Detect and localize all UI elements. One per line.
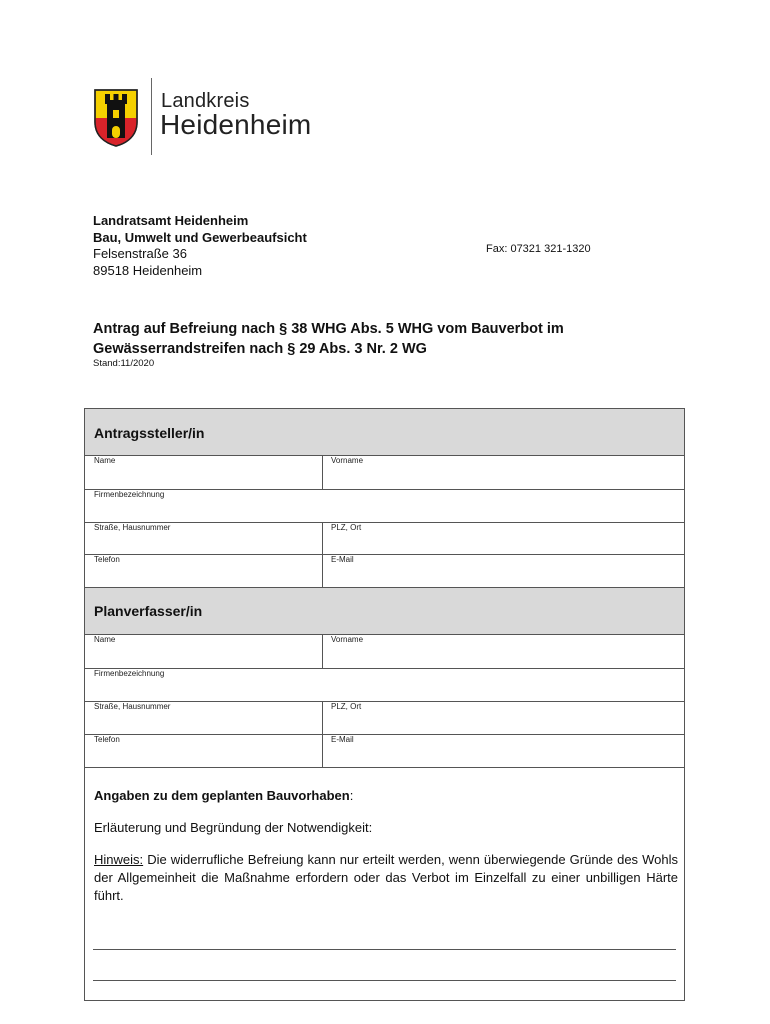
address-city: 89518 Heidenheim bbox=[93, 262, 203, 278]
logo bbox=[93, 78, 333, 158]
field-name-label: Name bbox=[94, 456, 116, 465]
field-strasse-label: Straße, Hausnummer bbox=[94, 702, 171, 711]
field-firma-label: Firmenbezeichnung bbox=[94, 669, 165, 678]
field-telefon-label: Telefon bbox=[94, 555, 120, 564]
document-title bbox=[93, 319, 693, 359]
field-vorname-label: Vorname bbox=[331, 635, 364, 644]
section-planverfasser-title: Planverfasser/in bbox=[94, 603, 203, 619]
hinweis-text: Die widerrufliche Befreiung kann nur erteilt werden, wenn überwiegende Gründe des Wohls der Allgemeinheit die Maßnahme erfordern oder das Verbot im Einzelfall zu einer unbilligen Härte führt. bbox=[94, 852, 678, 903]
field-plz-label: PLZ, Ort bbox=[331, 523, 362, 532]
stand-date: Stand:11/2020 bbox=[93, 358, 155, 369]
application-form bbox=[84, 408, 685, 1001]
field-strasse-label: Straße, Hausnummer bbox=[94, 523, 171, 532]
address-office: Landratsamt Heidenheim bbox=[93, 213, 249, 228]
field-email-label: E-Mail bbox=[331, 555, 354, 564]
field-telefon-label: Telefon bbox=[94, 735, 120, 744]
section-antragsteller-title: Antragssteller/in bbox=[94, 425, 205, 441]
title-line-1: Antrag auf Befreiung nach § 38 WHG Abs. 5 WHG vom Bauverbot im bbox=[93, 321, 564, 337]
form-row-name bbox=[85, 456, 684, 490]
title-line-2: Gewässerrandstreifen nach § 29 Abs. 3 Nr. 2 WG bbox=[93, 341, 427, 357]
vorhaben-heading bbox=[94, 787, 678, 805]
field-firma-label: Firmenbezeichnung bbox=[94, 490, 165, 499]
hinweis-paragraph bbox=[94, 851, 678, 905]
answer-line-2[interactable] bbox=[93, 980, 676, 981]
logo-text-landkreis: Landkreis bbox=[161, 90, 250, 112]
address-department: Bau, Umwelt und Gewerbeaufsicht bbox=[93, 229, 307, 245]
address-block bbox=[93, 213, 307, 279]
hinweis-label: Hinweis: bbox=[94, 852, 144, 867]
form-row-telefon bbox=[85, 555, 684, 588]
field-email-label: E-Mail bbox=[331, 735, 354, 744]
field-vorname-label: Vorname bbox=[331, 456, 364, 465]
form-row-name bbox=[85, 635, 684, 669]
logo-divider bbox=[151, 78, 152, 155]
section-antragsteller-header bbox=[85, 409, 684, 456]
form-row-firma bbox=[85, 490, 684, 523]
coat-of-arms-icon bbox=[93, 88, 139, 148]
erlaeuterung-label: Erläuterung und Begründung der Notwendigkeit: bbox=[94, 820, 373, 835]
form-row-firma bbox=[85, 669, 684, 702]
section-planverfasser-header bbox=[85, 588, 684, 635]
vorhaben-heading-text: Angaben zu dem geplanten Bauvorhaben bbox=[94, 788, 350, 803]
form-row-strasse bbox=[85, 523, 684, 555]
logo-text-heidenheim: Heidenheim bbox=[160, 109, 312, 140]
address-street: Felsenstraße 36 bbox=[93, 246, 187, 261]
answer-line-1[interactable] bbox=[93, 949, 676, 950]
form-row-strasse bbox=[85, 702, 684, 735]
field-plz-label: PLZ, Ort bbox=[331, 702, 362, 711]
form-row-telefon bbox=[85, 735, 684, 768]
fax-number: Fax: 07321 321-1320 bbox=[486, 243, 591, 255]
vorhaben-heading-suffix: : bbox=[349, 788, 354, 803]
field-name-label: Name bbox=[94, 635, 116, 644]
